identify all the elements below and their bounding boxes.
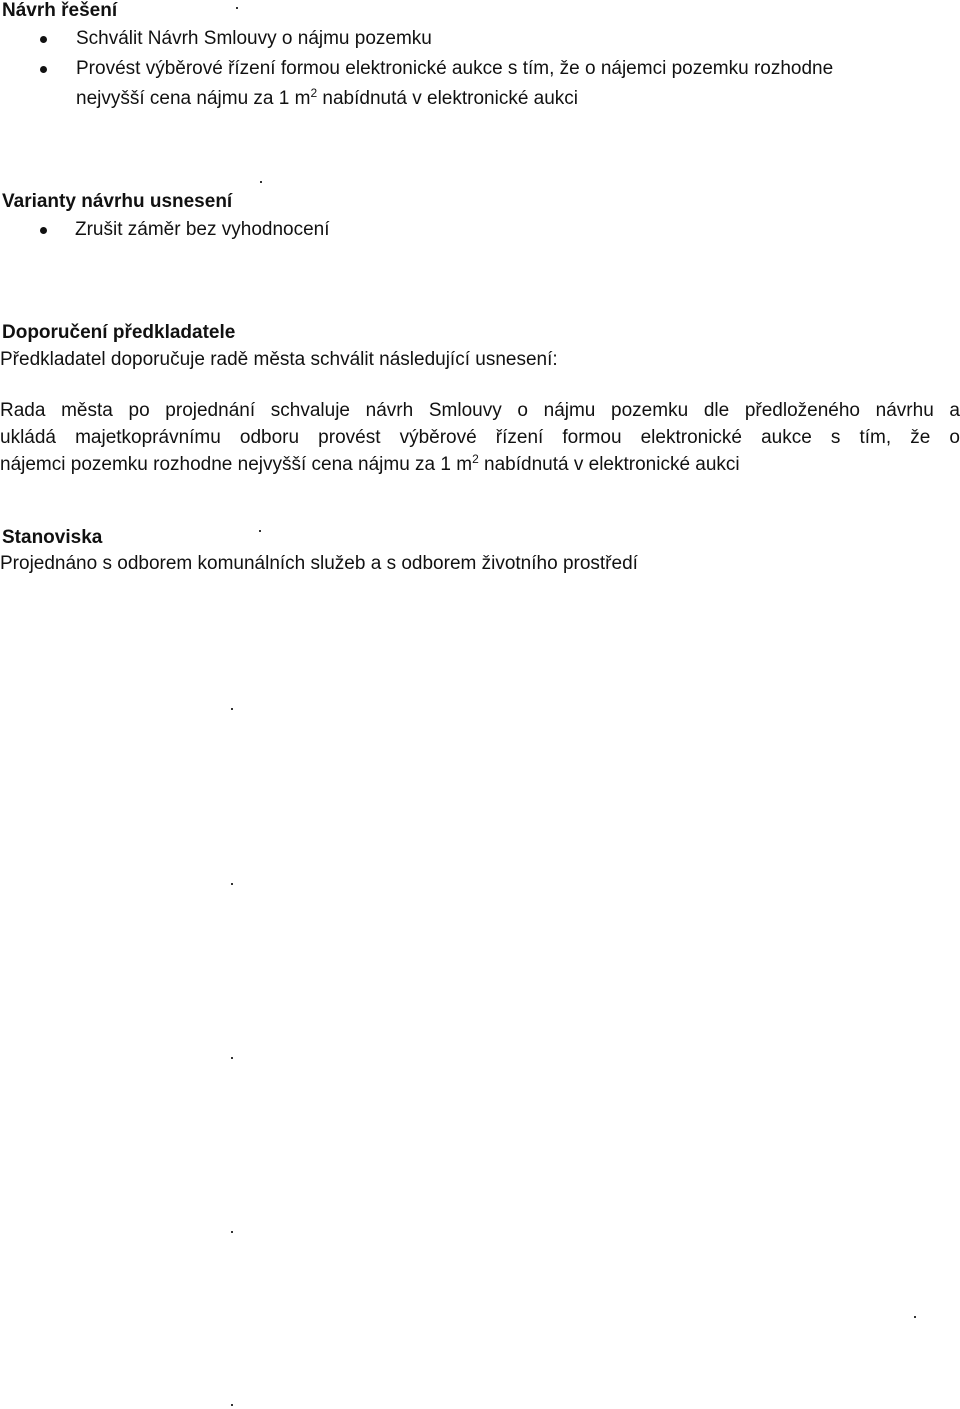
list-item-text: Zrušit záměr bez vyhodnocení bbox=[75, 219, 330, 240]
resolution-line-2: ukládá majetkoprávnímu odboru provést výběrové řízení formou elektronické aukce s tím, že o bbox=[0, 427, 960, 448]
list-item bbox=[0, 215, 330, 245]
bullet-icon bbox=[40, 36, 47, 43]
scan-speck bbox=[231, 1231, 233, 1233]
scan-speck bbox=[259, 530, 261, 532]
scan-speck bbox=[914, 1316, 916, 1318]
resolution-line-3-start: nájemci pozemku rozhodne nejvyšší cena nájmu za 1 m bbox=[0, 454, 473, 475]
heading-doporuceni: Doporučení předkladatele bbox=[2, 322, 236, 343]
scan-speck bbox=[260, 181, 262, 183]
heading-varianty: Varianty návrhu usnesení bbox=[2, 191, 233, 212]
heading-navrh-reseni: Návrh řešení bbox=[2, 0, 118, 21]
scan-speck bbox=[231, 1057, 233, 1059]
scan-speck bbox=[231, 1404, 233, 1406]
list-item bbox=[0, 24, 833, 54]
navrh-reseni-list bbox=[0, 24, 833, 114]
varianty-list bbox=[0, 215, 330, 245]
doporuceni-intro: Předkladatel doporučuje radě města schválit následující usnesení: bbox=[0, 349, 558, 370]
resolution-line-1: Rada města po projednání schvaluje návrh Smlouvy o nájmu pozemku dle předloženého návrhu a bbox=[0, 400, 960, 421]
superscript: 2 bbox=[310, 86, 318, 100]
resolution-line-3 bbox=[0, 451, 960, 478]
list-item bbox=[0, 54, 833, 114]
bullet-icon bbox=[40, 66, 47, 73]
heading-stanoviska: Stanoviska bbox=[2, 527, 103, 548]
scan-speck bbox=[231, 708, 233, 710]
scan-speck bbox=[231, 883, 233, 885]
list-item-text-line2-start: nejvyšší cena nájmu za 1 m bbox=[76, 88, 311, 109]
list-item-text: Schválit Návrh Smlouvy o nájmu pozemku bbox=[76, 28, 432, 49]
superscript: 2 bbox=[472, 452, 479, 466]
scan-speck bbox=[236, 7, 238, 9]
resolution-line-3-end: nabídnutá v elektronické aukci bbox=[478, 454, 740, 475]
list-item-text-line1: Provést výběrové řízení formou elektronické aukce s tím, že o nájemci pozemku rozhodne bbox=[76, 58, 834, 79]
stanoviska-text: Projednáno s odborem komunálních služeb a s odborem životního prostředí bbox=[0, 553, 638, 574]
resolution-paragraph bbox=[0, 397, 960, 478]
bullet-icon bbox=[40, 227, 47, 234]
list-item-text-line2 bbox=[76, 88, 578, 109]
list-item-text-line2-end: nabídnutá v elektronické aukci bbox=[317, 88, 579, 109]
